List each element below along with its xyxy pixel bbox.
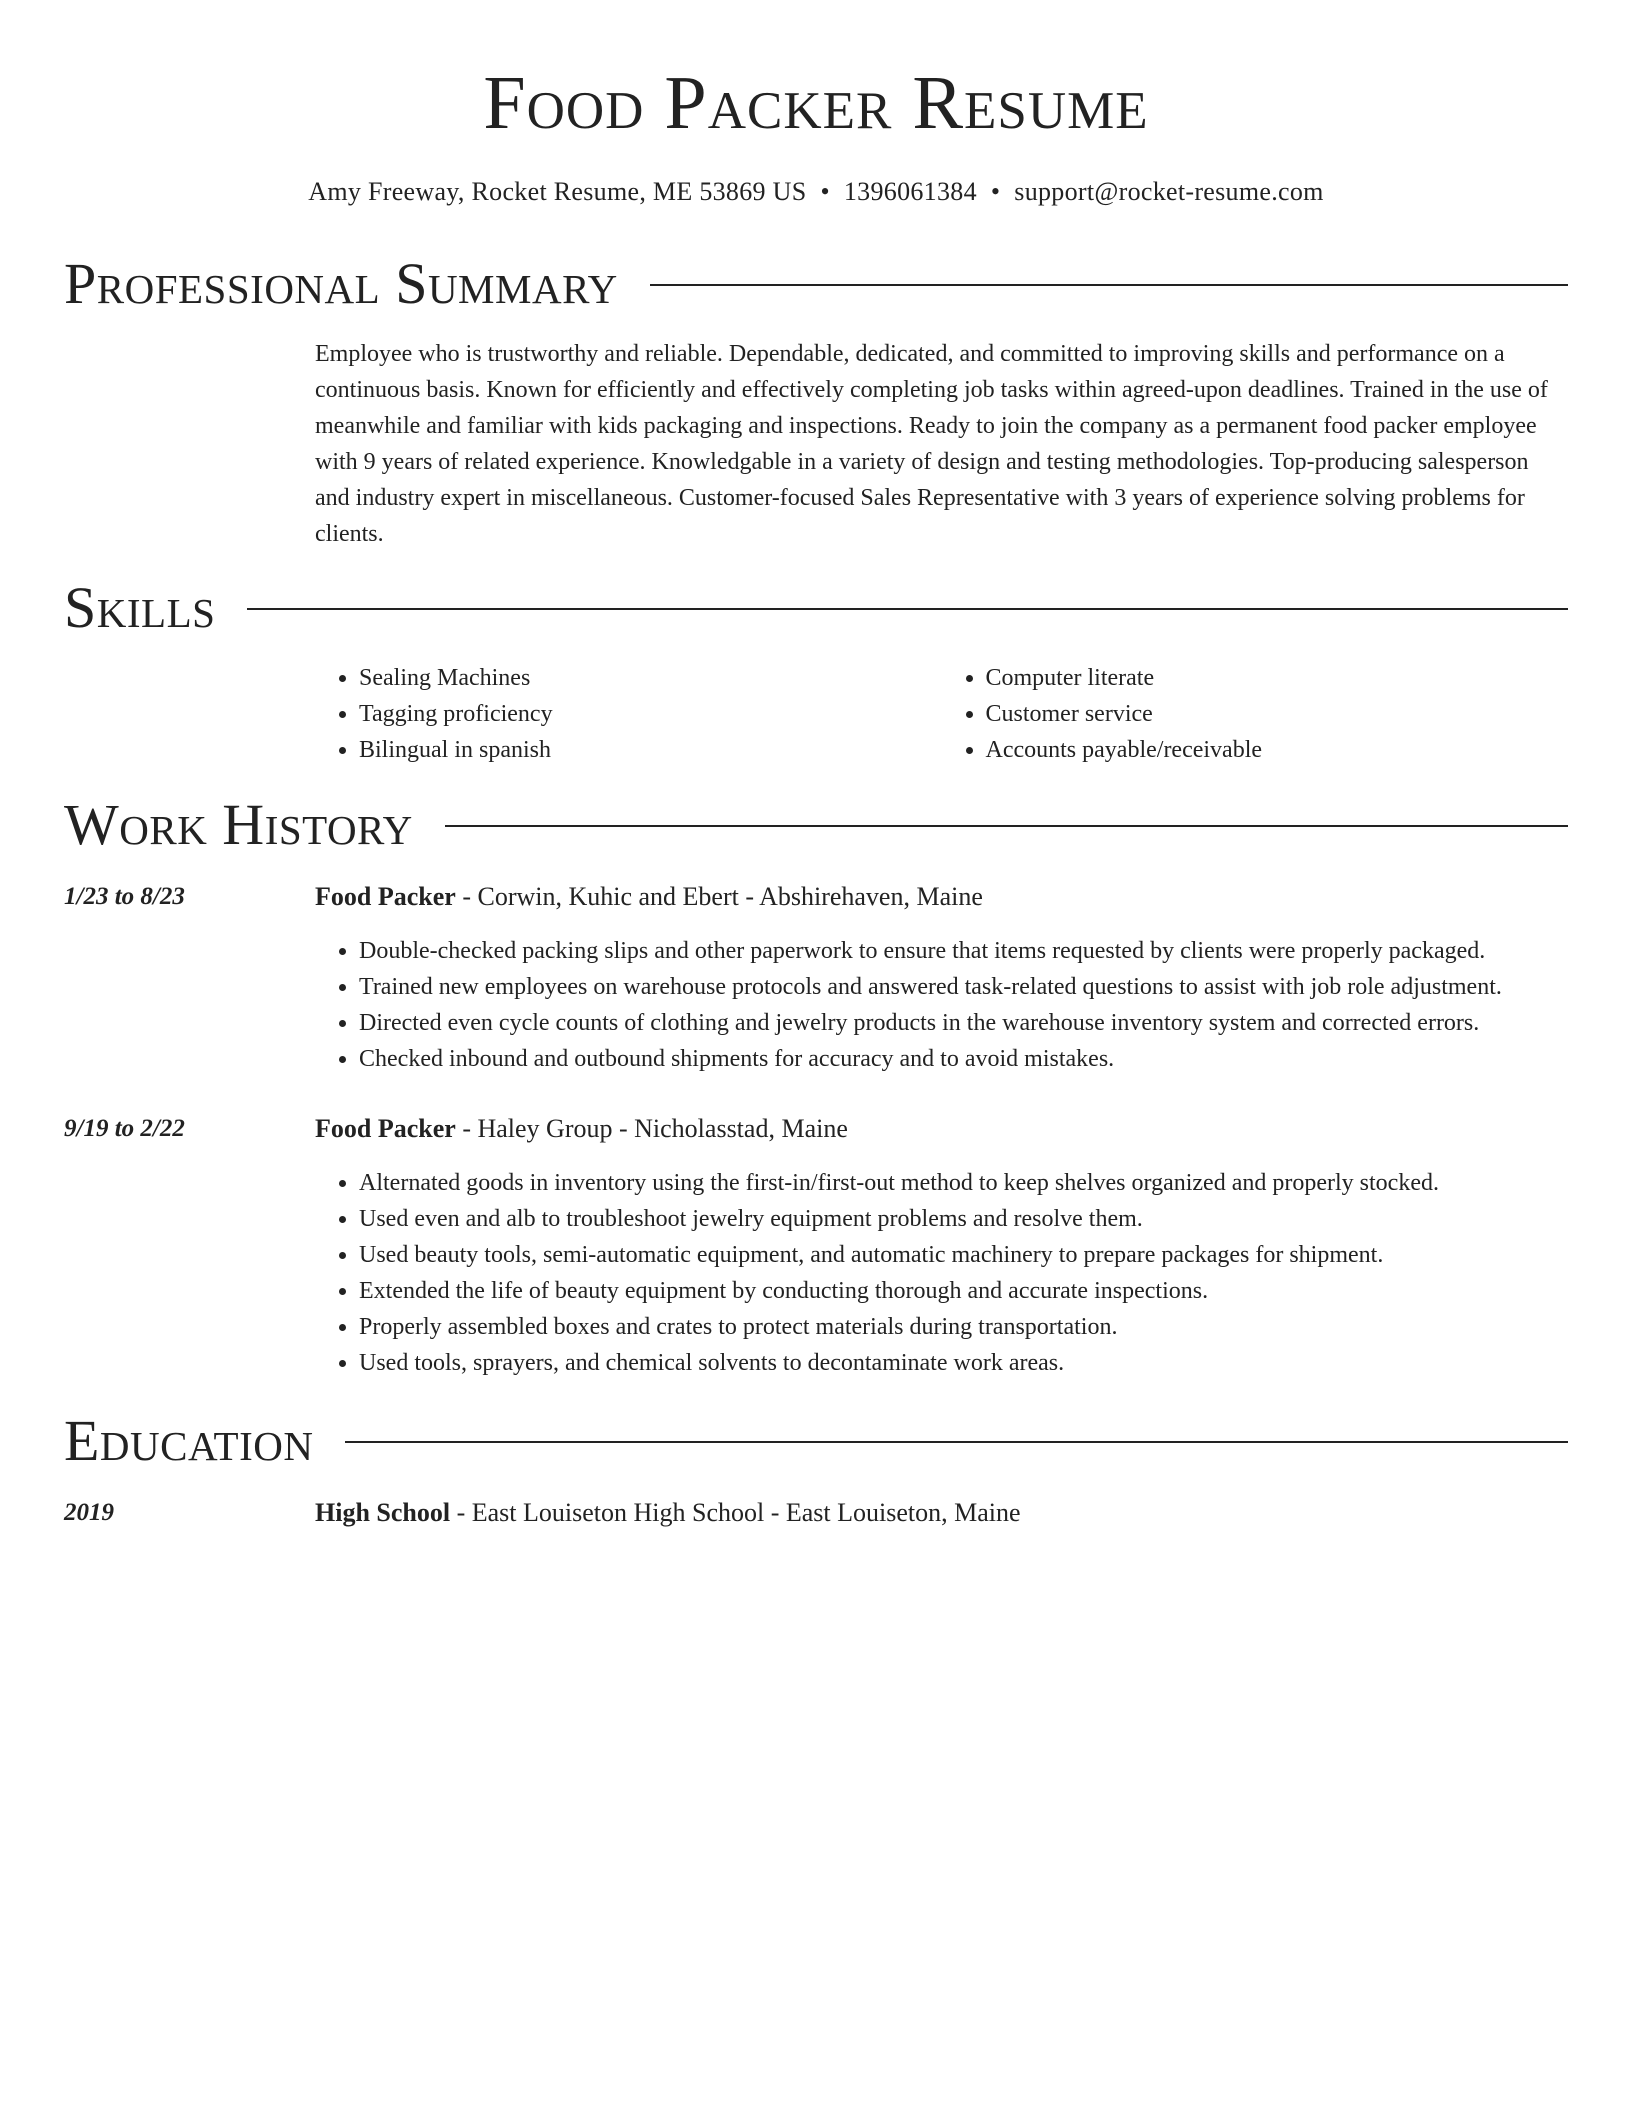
job-bullet: • Directed even cycle counts of clothing and jewelry products in the warehouse inventory system and corrected errors. [359,1005,1568,1041]
job-bullet: • Used even and alb to troubleshoot jewelry equipment problems and resolve them. [359,1201,1568,1237]
contact-email: support@rocket-resume.com [1014,177,1324,206]
skill-item: • Tagging proficiency [359,696,942,732]
job-bullet: • Alternated goods in inventory using the first-in/first-out method to keep shelves organized and properly stocked. [359,1165,1568,1201]
education-degree: High School [315,1498,451,1527]
resume-title: Food Packer Resume [483,61,1149,145]
education-year: 2019 [64,1499,114,1526]
job-entry [64,1111,1568,1381]
education-header-line [315,1495,1568,1531]
skill-item: • Sealing Machines [359,660,942,696]
job-bullet: • Properly assembled boxes and crates to protect materials during transportation. [359,1309,1568,1345]
work-history-header [64,793,1568,857]
skills-column-left [315,660,942,768]
contact-phone: 1396061384 [843,177,977,206]
job-title: Food Packer [315,882,456,911]
job-bullet: • Trained new employees on warehouse protocols and answered task-related questions to assist with job role adjustment. [359,969,1568,1005]
education-heading: Education [64,1408,314,1473]
job-bullet: • Extended the life of beauty equipment by conducting thorough and accurate inspections. [359,1273,1568,1309]
summary-content [315,336,1568,552]
skills-heading: Skills [64,575,216,640]
summary-heading: Professional Summary [64,251,618,316]
summary-text: Employee who is trustworthy and reliable. Dependable, dedicated, and committed to improving skills and performance on a continuous basis. Known for efficiently and effectively completing job tasks within agreed-upon deadlines. Trained in the use of meanwhile and familiar with kids packaging and inspections. Ready to join the company as a permanent food packer employee with 9 years of related experience. Knowledgable in a variety of design and testing methodologies. Top-producing salesperson and industry expert in miscellaneous. Customer-focused Sales Representative with 3 years of experience solving problems for clients. [315,341,1548,547]
skills-grid [315,660,1568,768]
skills-column-right [942,660,1569,768]
contact-separator: • [990,177,1001,206]
job-details: - Corwin, Kuhic and Ebert - Abshirehaven, Maine [455,882,983,911]
job-bullet: • Checked inbound and outbound shipments for accuracy and to avoid mistakes. [359,1041,1568,1077]
job-header [315,879,1568,915]
job-entry [64,879,1568,1077]
job-bullet: • Used tools, sprayers, and chemical solvents to decontaminate work areas. [359,1345,1568,1381]
summary-header [64,252,1568,316]
job-details: - Haley Group - Nicholasstad, Maine [455,1114,848,1143]
job-bullet: • Double-checked packing slips and other paperwork to ensure that items requested by clients were properly packaged. [359,933,1568,969]
skill-item: • Accounts payable/receivable [986,732,1569,768]
job-bullet-list [315,933,1568,1077]
work-history-heading: Work History [64,792,413,857]
section-divider [650,284,1568,286]
job-bullet-list [315,1165,1568,1381]
skills-section [64,576,1568,768]
summary-section [64,252,1568,552]
skill-item: • Computer literate [986,660,1569,696]
work-history-section [64,793,1568,1381]
contact-address: Amy Freeway, Rocket Resume, ME 53869 US [308,177,807,206]
skills-content [315,660,1568,768]
skills-list-left [315,660,942,768]
skills-header [64,576,1568,640]
skill-item: • Customer service [986,696,1569,732]
section-divider [445,825,1568,827]
education-header [64,1409,1568,1473]
job-bullet: • Used beauty tools, semi-automatic equipment, and automatic machinery to prepare packages for shipment. [359,1237,1568,1273]
education-section [64,1409,1568,1531]
education-entry [64,1495,1568,1531]
contact-line [0,175,1632,209]
education-details: - East Louiseton High School - East Louiseton, Maine [450,1498,1021,1527]
skills-list-right [942,660,1569,768]
section-divider [345,1441,1568,1443]
job-bullets [315,1165,1568,1381]
job-title: Food Packer [315,1114,456,1143]
job-header [315,1111,1568,1147]
contact-separator: • [820,177,830,206]
section-divider [247,608,1568,610]
job-bullets [315,933,1568,1077]
skill-item: • Bilingual in spanish [359,732,942,768]
job-dates: 1/23 to 8/23 [64,883,185,910]
job-dates: 9/19 to 2/22 [64,1115,185,1142]
